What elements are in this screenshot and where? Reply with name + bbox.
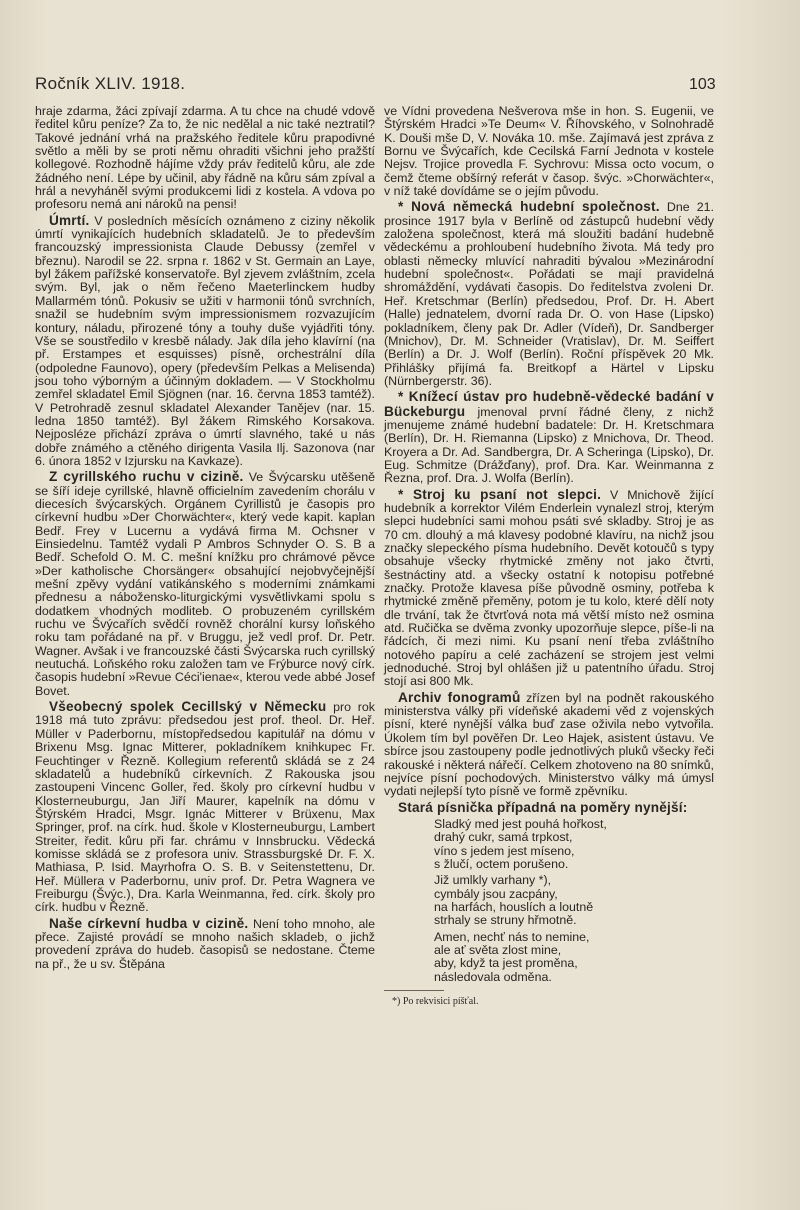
article-paragraph bbox=[384, 105, 714, 198]
poem-stanza bbox=[434, 874, 714, 927]
article-paragraph bbox=[35, 470, 375, 698]
article-paragraph bbox=[35, 214, 375, 469]
left-column bbox=[35, 105, 375, 971]
article-paragraph bbox=[384, 200, 714, 388]
footnote: *) Po rekvisici píšťal. bbox=[392, 996, 479, 1007]
article-paragraph bbox=[384, 691, 714, 799]
poem bbox=[434, 818, 714, 984]
article-paragraph bbox=[35, 700, 375, 915]
poem-line: s žlučí, octem porušeno. bbox=[434, 856, 569, 871]
article-heading: * Nová německá hudební společnost. bbox=[398, 199, 660, 215]
article-heading: Naše církevní hudba v cizině. bbox=[49, 915, 249, 931]
poem-stanza bbox=[434, 818, 714, 871]
running-head: Ročník XLIV. 1918. bbox=[35, 74, 186, 93]
article-heading: Archiv fonogramů bbox=[398, 689, 521, 705]
poem-line: Sladký med jest pouhá hořkost, bbox=[434, 816, 607, 831]
article-text: jmenoval první řádné členy, z nichž jmenujeme známé hudební badatele: Dr. H. Kretschmara (Berlín), Dr. H. Riemanna (Lipsko) z Mnichova, Dr. Theod. Kroyera a Dr. Ad. Sandbergra, Dr. A Scheringa (Lipsko), Dr. Eug. Schmitze (Drážďany), prof. Dra. Kar. Weinmanna z Řezna, prof. Dra. J. Wolfa (Berlín). bbox=[384, 404, 714, 486]
article-paragraph bbox=[35, 105, 375, 212]
article-text: hraje zdarma, žáci zpívají zdarma. A tu chce na chudé vdově ředitel kůru peníze? Za to, že nic nedělal a nic také neztratil? Takové jednání vrhá na pražského ředitele kůru prapodivné světlo a měli by se proti němu ohraditi všichni jeho pražští kollegové. Rozhodně hájíme vždy práv ředitelů kůru, ale zde žádného není. Lépe by učinil, aby řádně na kůru sám zpíval a hrál a nevyháněl svými produkcemi lidi z kostela. A vdova po profesoru nemá ani nároků na pensi! bbox=[35, 104, 375, 212]
poem-line: cymbály jsou zacpány, bbox=[434, 886, 558, 901]
article-text: Ve Švýcarsku utěšeně se šíří ideje cyrillské, hlavně officielním zavedením chorálu v diecesích švýcarských. Orgánem Cyrillistů je časopis pro církevní hudbu »Der Chorwächter«, který vede kapit. kaplan Bedř. Frey v Lucernu a vydává firma M. Ochsner v Einsiedelnu. Tamtéž vydali P Ambros Schnyder O. S. B a Bedř. Schefold O. M. C. mešní knížku pro chrámové pěvce »Der katholische Chorsänger« obsahující nejobvyčejnější mešní zpěvy vydání vatikánského s moderními známkami přednesu a nábožensko-liturgickými vysvětlivkami spolu s dodatkem vhodných modliteb. O probuzeném cyrillském ruchu ve Švýcařích svědčí rovněž chorální kursy loňského roku tam pořádané na př. v Bruggu, jež vedl prof. Dr. Petr. Wagner. Avšak i ve francouzské části Švýcarska ruch cyrillský neutuchá. Loňského roku založen tam ve Frýburce nový círk. časopis hudební »Revue Céci'ienae«, kterou vede abbé Josef Bovet. bbox=[35, 470, 375, 698]
poem-line: ale ať světa zlost mine, bbox=[434, 942, 562, 957]
poem-line: drahý cukr, samá trpkost, bbox=[434, 830, 573, 845]
article-text: ve Vídni provedena Nešverova mše in hon. S. Eugenii, ve Štýrském Hradci »Te Deum« V. Říhovského, v Solnohradě K. Douši mše D, V. Nováka 10. mše. Zajímavá jest zpráva z Bornu ve Švýcařích, kde Cecilská Farní Jednota v kostele Nejsv. Trojice provedla F. Sychrovu: Missa octo vocum, o čemž čteme obšírný referát v časop. švýc. »Chorwächter«, v níž také dovídáme se o jejím původu. bbox=[384, 104, 714, 199]
poem-line: strhaly se struny hřmotně. bbox=[434, 913, 577, 928]
article-text: V posledních měsících oznámeno z ciziny několik úmrtí vynikajících hudebních skladatelů. Je to především francouzský impressionista Claude Debussy (zemřel v březnu). Narodil se 22. srpna r. 1862 v St. Germain an Laye, byl žákem pařížské konservatoře. Byl zjevem zvláštním, zcela svým. Byl, jak o něm řečeno Maeterlinckem hudby Mallarmém tónů. Pokusiv se užiti v harmonii tónů svrchních, snažil se hudebním svým impressionismem rozvazujícím kontury, náladu, přirozené tóny a touhy duše vyjádřiti tóny. Vše se soustředilo v kresbě nálady. Jak díla jeho klavírní (na př. Erstampes et esquisses) písně, orchestrální díla (odpoledne Faunovo), opery (především Pelkas a Melisenda) jsou toho výborným a účinným dokladem. — V Stockholmu zemřel skladatel Emil Sjögnen (nar. 16. června 1853 tamtéž). V Petrohradě zesnul skladatel Alexander Tanějev (nar. 15. ledna 1850 tamtéž). Byl žákem Rimského Korsakova. Nejposléze přichází zpráva o úmrtí slavného, také u nás dobře známého a ctěného dirigenta Vasila Ilj. Sazonova (nar 6. února 1852 v Izjursku na Kavkaze). bbox=[35, 213, 375, 468]
article-text: Dne 21. prosince 1917 byla v Berlíně od zástupců hudební vědy založena společnost, která má sloužiti badání hudebně vědeckému a prohloubení hudebního života. Má tedy pro oblasti německy mluvící nahraditi bývalou »Mezinárodní hudební společnost«. Pořádati se mají pravidelná shromáždění, vydávati časopis. Do ředitelstva zvoleni Dr. Heř. Kretschmar (Berlín) předsedou, Prof. Dr. H. Abert (Halle) jednatelem, dvorní rada Dr. O. von Hase (Lipsko) pokladníkem, členy pak Dr. Adler (Vídeň), Dr. Sandberger (Mnichov), Dr. M. Schneider (Vratislav), Dr. M. Seiffert (Berlín) a Dr. J. Wolf (Berlín). Roční příspěvek 20 Mk. Přihlášky přijímá fa. Breitkopf a Härtel v Lipsku (Nürnbergerstr. 36). bbox=[384, 200, 714, 388]
article-heading: Úmrtí. bbox=[49, 212, 90, 228]
poem-stanza bbox=[434, 931, 714, 984]
article-heading: * Stroj ku psaní not slepci. bbox=[398, 486, 602, 502]
article-text: pro rok 1918 má tuto zprávu: předsedou jest prof. theol. Dr. Heř. Müller v Paderbornu, místopředsedou kapitulář na dómu v Brixenu Msg. Ignac Mitterer, pokladníkem knihkupec Fr. Feuchtinger v Řezně. Kollegium referentů skládá se z 24 skladatelů a hudebníků církevních. Z Rakouska jsou zastoupeni Vincenc Goller, řed. školy pro církevní hudbu v Klosterneuburgu, Jan Jiří Maurer, kapelník na dómu v Štýrském Hradci, Msgr. Ignác Mitterer v Brüxenu, Max Springer, prof. na círk. hud. škole v Klosterneuburgu, Lambert Streiter, ředit. kůru při far. chrámu v Innsbrucku. Vědecká komisse skládá se z profesora univ. Strassburgské Dr. F. X. Mathiasa, P. Isid. Mayrhofra O. S. B. v Seitenstettenu, Dr. Heř. Müllera v Paderbornu, univ prof. Dr. Petra Wagnera ve Freiburgu (Švýc.), Dra. Karla Weinmanna, řed. círk. školy pro círk. hudbu v Řezně. bbox=[35, 700, 375, 915]
article-heading: * Knížecí ústav pro hudebně-vědecké badání v Bückeburgu bbox=[384, 389, 714, 419]
article-text: Není toho mnoho, ale přece. Zajisté provádí se mnoho našich skladeb, o jichž provedení zpráva do hudeb. časopisů se nedostane. Čteme na př., že u sv. Štěpána bbox=[35, 916, 375, 971]
poem-line: Již umlkly varhany *), bbox=[434, 873, 552, 888]
article-text: zřízen byl na podnět rakouského ministerstva války při vídeňské akademi věd z vojenských písní, které nynější válka buď zase oživila nebo vytvořila. Úkolem tím byl pověřen Dr. Leo Hajek, asistent ústavu. Ve sbírce jsou zastoupeny podle jednotlivých pluků všecky řeči rakouské i některá nářečí. Celkem zhotoveno na 80 snímků, nejvíce písní pochodových. Ministerstvo války má úmysl vydati nejlepší tyto písně ve formě zpěvníku. bbox=[384, 690, 714, 799]
page-number: 103 bbox=[689, 76, 716, 93]
poem-line: následovala odměna. bbox=[434, 969, 552, 984]
footnote-divider bbox=[384, 990, 444, 991]
article-paragraph bbox=[384, 488, 714, 689]
article-paragraph bbox=[384, 801, 714, 815]
article-paragraph bbox=[35, 917, 375, 971]
poem-line: na harfách, houslích a loutně bbox=[434, 899, 594, 914]
article-text: V Mnichově žijící hudebník a korrektor Vilém Enderlein vynalezl stroj, kterým slepci hudebníci sami mohou psáti své skladby. Stroj je as 70 cm. dlouhý a má klavesy podobné klavíru, na nichž jsou značky slepeckého písma hudebního. Devět kotoučů s typy obsahuje všecky rhytmické změny not jako čtvrti, šestnáctiny atd. a všecky ostatní k notopisu potřebné značky. Protože klavesa píše původně osminy, potřeba k rhytmické změně přeměny, potom je tu kolo, které dělí noty dle trvání, tak že čtvrťová nota má větší místo než osmina atd. Ručička se dvěma zvonky upozorňuje slepce, píše-li na řádcích, či mezi nimi. Ku psaní není třeba zvláštního notového papíru a celé zacházení se strojem jest velmi jednoduché. Stroj byl ohlášen již u patentního úřadu. Stroj stojí asi 800 Mk. bbox=[384, 487, 714, 689]
article-heading: Všeobecný spolek Cecillský v Německu bbox=[49, 699, 327, 715]
right-column bbox=[384, 105, 714, 1008]
article-heading: Z cyrillského ruchu v cizině. bbox=[49, 469, 244, 485]
poem-line: aby, když ta jest proměna, bbox=[434, 956, 578, 971]
poem-line: víno s jedem jest míseno, bbox=[434, 843, 575, 858]
article-paragraph bbox=[384, 390, 714, 485]
article-heading: Stará písnička případná na poměry nynější: bbox=[398, 799, 688, 815]
poem-line: Amen, nechť nás to nemine, bbox=[434, 929, 590, 944]
